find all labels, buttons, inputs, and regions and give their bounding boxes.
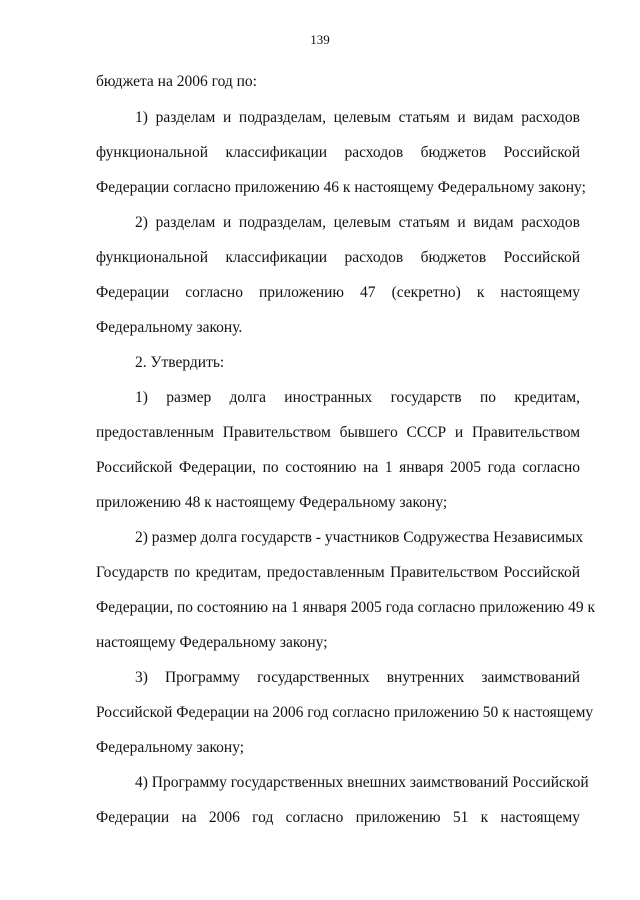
- text-line: 4) Программу государственных внешних заимствований Российской: [135, 774, 589, 791]
- text-line: бюджета на 2006 год по:: [96, 73, 257, 90]
- text-line: Российской Федерации на 2006 год согласно приложению 50 к настоящему: [96, 704, 594, 721]
- text-line: Федерации согласно приложению 46 к настоящему Федеральному закону;: [96, 179, 586, 196]
- text-line: Федерации на 2006 год согласно приложению 51 к настоящему: [96, 809, 580, 826]
- text-line: 2) разделам и подразделам, целевым статьям и видам расходов: [135, 214, 580, 231]
- text-line: приложению 48 к настоящему Федеральному закону;: [96, 494, 448, 511]
- text-line: 2) размер долга государств - участников Содружества Независимых: [135, 529, 584, 546]
- text-line: предоставленным Правительством бывшего СССР и Правительством: [96, 424, 580, 441]
- text-line: настоящему Федеральному закону;: [96, 634, 328, 651]
- text-line: Федеральному закону;: [96, 739, 245, 756]
- text-line: Государств по кредитам, предоставленным Правительством Российской: [96, 564, 580, 581]
- text-line: 1) разделам и подразделам, целевым статьям и видам расходов: [135, 109, 580, 126]
- text-line: функциональной классификации расходов бюджетов Российской: [96, 249, 580, 266]
- page-number: 139: [310, 32, 330, 47]
- text-line: Федерации, по состоянию на 1 января 2005 года согласно приложению 49 к: [96, 599, 595, 616]
- text-line: функциональной классификации расходов бюджетов Российской: [96, 144, 580, 161]
- text-line: 1) размер долга иностранных государств по кредитам,: [135, 389, 580, 406]
- text-line: Федерации согласно приложению 47 (секретно) к настоящему: [96, 284, 580, 301]
- text-line: 2. Утвердить:: [135, 354, 225, 371]
- text-line: Федеральному закону.: [96, 319, 243, 336]
- text-line: 3) Программу государственных внутренних заимствований: [135, 669, 580, 686]
- text-line: Российской Федерации, по состоянию на 1 января 2005 года согласно: [96, 459, 580, 476]
